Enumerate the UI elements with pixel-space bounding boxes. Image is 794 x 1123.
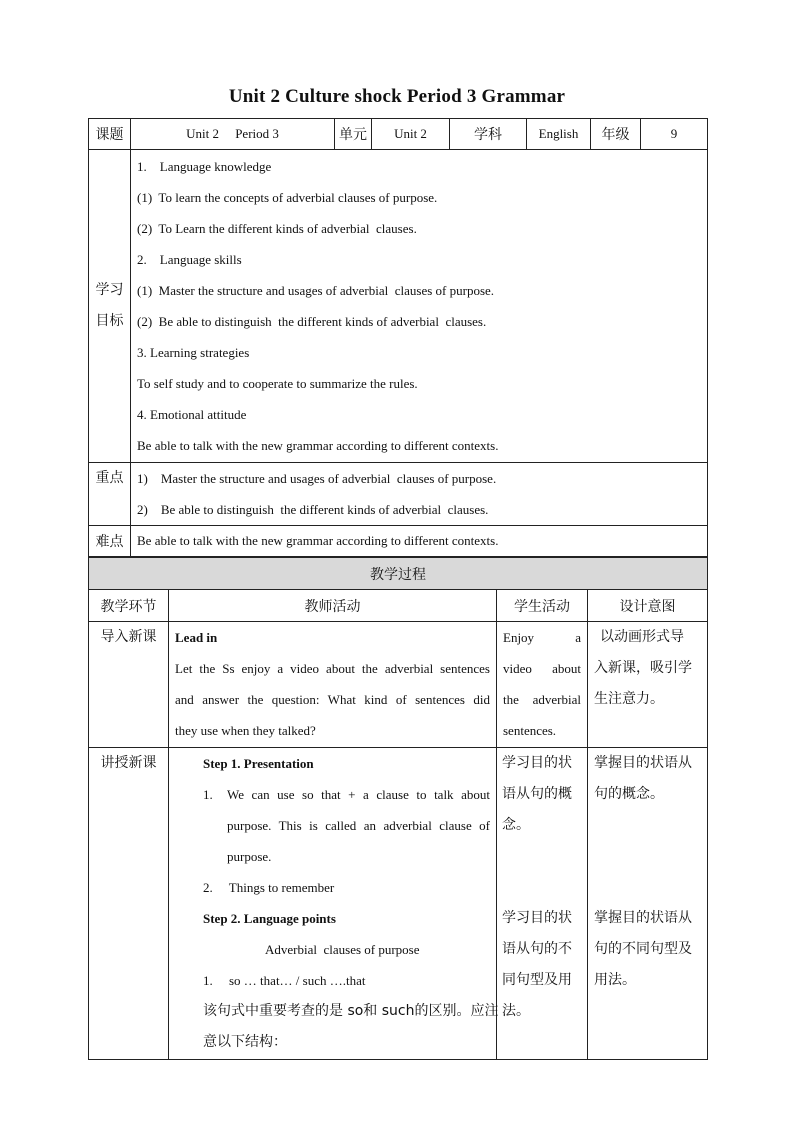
objective-line: (1) To learn the concepts of adverbial clauses of purpose.: [137, 190, 438, 205]
objectives-label-line1: 学习: [95, 282, 124, 298]
process-column-headers: [89, 590, 708, 622]
objective-line: 3. Learning strategies: [137, 345, 250, 360]
lead-in-purpose: [588, 622, 708, 748]
design-purpose-line: 用法。: [594, 972, 636, 988]
step1-item1-number: 1.: [203, 787, 213, 802]
step2-cn-line: 意以下结构：: [203, 1034, 287, 1050]
key-point-line: 1) Master the structure and usages of adverbial clauses of purpose.: [137, 471, 497, 486]
student-activity-line: 念。: [502, 817, 530, 833]
step1-item1-line: purpose.: [227, 849, 272, 864]
column-stage: 教学环节: [89, 590, 169, 622]
step2-subtitle: Adverbial clauses of purpose: [265, 942, 420, 957]
step2-cn-line: 该句式中重要考查的是 so和 such的区别。应注: [203, 1003, 499, 1019]
objective-line: 1. Language knowledge: [137, 159, 272, 174]
step1-title: Step 1. Presentation: [203, 756, 314, 771]
objective-line: 4. Emotional attitude: [137, 407, 247, 422]
lead-in-student-line: Enjoy a: [503, 630, 581, 645]
key-points-label: 重点: [89, 463, 131, 526]
lead-in-line: Let the Ss enjoy a video about the adverbial sentences: [175, 661, 490, 676]
step1-item2: 2. Things to remember: [203, 880, 335, 895]
header-row: [89, 119, 708, 150]
difficult-points-label: 难点: [89, 526, 131, 557]
unit-label: 单元: [335, 119, 372, 150]
topic-value: Unit 2 Period 3: [131, 119, 335, 150]
objectives-row: [89, 150, 708, 463]
design-purpose-line: 掌握目的状语从: [594, 910, 692, 926]
column-student: 学生活动: [497, 590, 588, 622]
objective-line: (1) Master the structure and usages of adverbial clauses of purpose.: [137, 283, 495, 298]
student-activity-line: 学习目的状: [502, 910, 572, 926]
key-points-content: [131, 463, 708, 526]
student-activity-line: 语从句的不: [502, 941, 572, 957]
grade-value: 9: [641, 119, 708, 150]
step1-item1-line: purpose. This is called an adverbial clause of: [227, 818, 490, 833]
lead-in-line: and answer the question: What kind of sentences did: [175, 692, 490, 707]
lead-in-student-line: sentences.: [503, 723, 557, 738]
step1-item1-line: We can use so that + a clause to talk about: [227, 787, 490, 802]
objective-line: (2) To Learn the different kinds of adverbial clauses.: [137, 221, 417, 236]
student-activity-line: 学习目的状: [502, 755, 572, 771]
lesson-info-table: [88, 118, 708, 557]
objective-line: (2) Be able to distinguish the different kinds of adverbial clauses.: [137, 314, 487, 329]
subject-value: English: [527, 119, 591, 150]
design-purpose-line: 句的不同句型及: [594, 941, 692, 957]
new-lesson-teacher: [169, 748, 497, 1060]
document-title: Unit 2 Culture shock Period 3 Grammar: [228, 86, 566, 107]
lead-in-purpose-line: 以动画形式导: [600, 629, 684, 645]
new-lesson-student: [497, 748, 588, 1060]
difficult-points-text: Be able to talk with the new grammar according to different contexts.: [131, 526, 708, 557]
objectives-content: [131, 150, 708, 463]
step2-item1: 1. so … that… / such ….that: [203, 973, 366, 988]
lead-in-row: [89, 622, 708, 748]
lead-in-purpose-line: 生注意力。: [594, 691, 664, 707]
objective-line: To self study and to cooperate to summarize the rules.: [137, 376, 418, 391]
lead-in-purpose-line: 入新课，吸引学: [594, 660, 692, 676]
student-activity-spacer: [502, 841, 582, 903]
subject-label: 学科: [450, 119, 527, 150]
lead-in-student-line: the adverbial: [503, 692, 581, 707]
design-purpose-line: 掌握目的状语从: [594, 755, 692, 771]
new-lesson-purpose: [588, 748, 708, 1060]
new-lesson-row: [89, 748, 708, 1060]
topic-label: 课题: [89, 119, 131, 150]
objective-line: Be able to talk with the new grammar according to different contexts.: [137, 438, 499, 453]
new-lesson-stage: 讲授新课: [89, 748, 169, 1060]
objectives-label-line2: 目标: [95, 313, 124, 329]
objectives-label: [89, 150, 131, 463]
lead-in-student-line: video about: [503, 661, 581, 676]
lead-in-student: [497, 622, 588, 748]
key-points-row: [89, 463, 708, 526]
student-activity-line: 语从句的概: [502, 786, 572, 802]
unit-value: Unit 2: [372, 119, 450, 150]
lead-in-title: Lead in: [175, 630, 218, 645]
process-heading: 教学过程: [89, 558, 708, 590]
teaching-process-table: [88, 557, 708, 1060]
step2-title: Step 2. Language points: [203, 911, 336, 926]
design-purpose-line: 句的概念。: [594, 786, 664, 802]
process-heading-row: [89, 558, 708, 590]
objective-line: 2. Language skills: [137, 252, 242, 267]
step1-item1: [203, 779, 490, 872]
lead-in-line: they use when they talked?: [175, 723, 316, 738]
grade-label: 年级: [591, 119, 641, 150]
lead-in-teacher: [169, 622, 497, 748]
column-purpose: 设计意图: [588, 590, 708, 622]
column-teacher: 教师活动: [169, 590, 497, 622]
key-point-line: 2) Be able to distinguish the different kinds of adverbial clauses.: [137, 502, 489, 517]
student-activity-line: 同句型及用: [502, 972, 572, 988]
design-purpose-spacer: [594, 810, 701, 903]
student-activity-line: 法。: [502, 1003, 530, 1019]
lead-in-stage: 导入新课: [89, 622, 169, 748]
difficult-points-row: [89, 526, 708, 557]
